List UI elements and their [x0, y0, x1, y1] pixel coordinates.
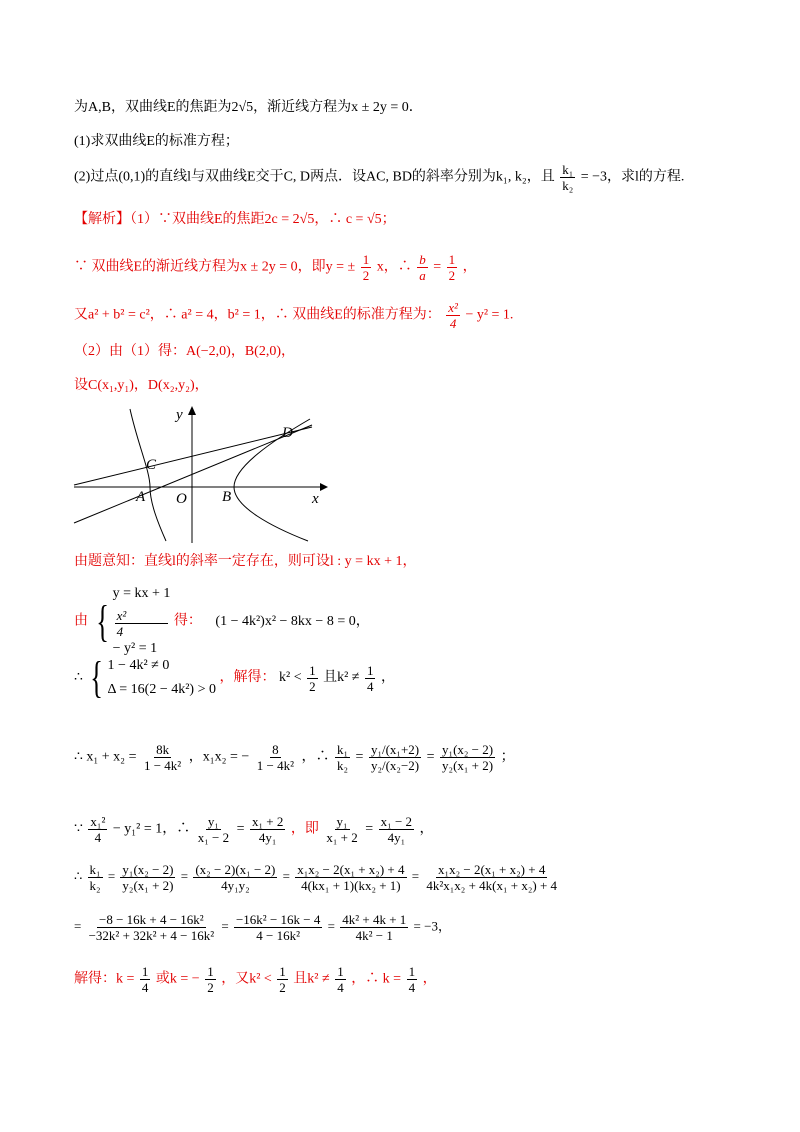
solution-line-13 — [74, 964, 437, 995]
s13-text-c: ，又k² < — [221, 971, 272, 987]
s10-frac-1: $\frac{\text{x₁²}}{4}$ — [90, 814, 106, 845]
s11-text-b: = — [107, 868, 116, 884]
s9-frac-1: $\frac{8k}{\text{1 − 4k²}}$ — [143, 742, 182, 773]
s12-frac-1: $\frac{\text{−8 − 16k + 4 − 16k²}}{\text{−32k² + 32k² + 4 − 16k²}}$ — [88, 912, 215, 943]
solution-line-12 — [74, 912, 451, 943]
solution-tag: 【解析】 — [74, 212, 130, 227]
s8-mid: ，解得： — [219, 670, 276, 685]
s8-text-a: k² < — [279, 670, 302, 685]
s13-frac-3: $\frac{1}{2}$ — [279, 964, 286, 995]
solution-line-6: 由题意知：直线l的斜率一定存在，则可设l : y = kx + 1， — [74, 554, 417, 569]
s8-text-c: ， — [380, 670, 395, 685]
sys2-row-1: 1 − 4k² ≠ 0 — [107, 658, 170, 673]
s11-frac-4: $\frac{\text{x₁x₂ − 2(x₁ + x₂) + 4}}{\text{4(kx₁ + 1)(kx₂ + 1)}}$ — [297, 862, 405, 893]
solution-line-11 — [74, 862, 561, 893]
line-l — [74, 427, 312, 485]
s9-text-c: ，∴ — [301, 749, 330, 765]
s12-frac-3: $\frac{\text{4k² + 4k + 1}}{\text{4k² − 1}}$ — [342, 912, 407, 943]
s2-frac-2: $\frac{b}{a}$ — [419, 252, 426, 283]
part2-text-a: (2)过点(0,1)的直线l与双曲线E交于C, D两点．设AC, BD的斜率分别为k₁, k₂，且 — [74, 169, 555, 185]
s13-text-a: 解得：k = — [74, 971, 135, 987]
s9-frac-4: $\frac{\text{y₁/(x₁+2)}}{\text{y₂/(x₂−2)}}$ — [370, 742, 420, 773]
s13-text-f: ， — [422, 971, 437, 987]
s12-text-a: = — [74, 918, 82, 934]
s13-frac-1: $\frac{1}{4}$ — [141, 964, 149, 995]
s9-text-f: ； — [500, 749, 515, 765]
s8-label: ∴ — [74, 670, 83, 685]
s9-frac-2: $\frac{8}{\text{1 − 4k²}}$ — [256, 742, 294, 773]
s9-text-b: ，x₁x₂ = − — [188, 749, 250, 765]
hyperbola-figure — [72, 405, 330, 545]
s12-text-b: = — [221, 918, 229, 934]
part2-text-b: = −3，求l的方程. — [580, 169, 685, 185]
label-c: C — [146, 457, 157, 473]
s13-frac-2: $\frac{1}{2}$ — [207, 964, 214, 995]
s8-frac-1: $\frac{1}{2}$ — [309, 662, 316, 694]
s12-text-c: = — [327, 918, 335, 934]
solution-line-10 — [74, 814, 434, 845]
solution-line-5: 设C(x₁,y₁)，D(x₂,y₂)， — [74, 378, 209, 393]
sys1-row-1: y = kx + 1 — [112, 586, 171, 601]
s11-text-c: = — [180, 868, 189, 884]
label-x: x — [312, 491, 319, 507]
s2-text-d: ， — [462, 259, 477, 275]
problem-line-1: 为A,B，双曲线E的焦距为2√5，渐近线方程为x ± 2y = 0． — [74, 100, 423, 115]
solution-line-3 — [74, 300, 513, 331]
s10-frac-4: $\frac{\text{y₁}}{\text{x₁ + 2}}$ — [326, 814, 358, 845]
s3-frac: $\frac{\text{x²}}{4}$ — [448, 300, 458, 331]
solution-line-7 — [74, 584, 370, 659]
s10-text-d: ，即 — [290, 821, 319, 837]
x-axis-arrow-icon — [320, 483, 328, 491]
s10-text-a: ∵ — [74, 821, 83, 837]
s9-text-e: = — [426, 749, 435, 765]
hyperbola-right-branch — [234, 419, 310, 541]
s12-text-d: = −3， — [413, 918, 451, 934]
label-o: O — [176, 491, 187, 507]
s12-frac-2: $\frac{\text{−16k² − 16k − 4}}{\text{4 − 16k²}}$ — [235, 912, 321, 943]
problem-part-1: (1)求双曲线E的标准方程； — [74, 134, 239, 149]
s3-text-a: 又a² + b² = c²，∴ a² = 4，b² = 1，∴ 双曲线E的标准方程为： — [74, 307, 441, 323]
s10-text-e: = — [365, 821, 374, 837]
s10-frac-2: $\frac{\text{y₁}}{\text{x₁ − 2}}$ — [197, 814, 230, 845]
solution-line-2 — [74, 252, 477, 283]
s10-text-c: = — [236, 821, 245, 837]
s10-text-f: ， — [419, 821, 434, 837]
s2-frac-1: $\frac{1}{2}$ — [362, 252, 370, 283]
solution-s1: （1）∵双曲线E的焦距2c = 2√5，∴ c = √5； — [130, 212, 396, 227]
s13-text-d: 且k² ≠ — [293, 971, 330, 987]
label-a: A — [136, 489, 146, 505]
s11-text-a: ∴ — [74, 868, 83, 884]
problem-part-2 — [74, 162, 684, 193]
s2-frac-3: $\frac{1}{2}$ — [448, 252, 456, 283]
solution-line-9 — [74, 742, 515, 773]
solution-line-8 — [74, 653, 395, 702]
s9-frac-5: $\frac{\text{y₁(x₂ − 2)}}{\text{y₂(x₁ + 2)}}$ — [442, 742, 494, 773]
s11-text-d: = — [282, 868, 290, 884]
s7-mid: 得： — [173, 613, 202, 629]
s10-frac-3: $\frac{\text{x₁ + 2}}{\text{4y₁}}$ — [252, 814, 284, 845]
solution-line-1 — [74, 210, 396, 230]
k1-over-k2: $\frac{\text{k₁}}{\text{k₂}}$ — [562, 162, 574, 193]
s10-text-b: − y₁² = 1，∴ — [112, 821, 191, 837]
y-axis-arrow-icon — [188, 406, 196, 415]
s10-frac-5: $\frac{\text{x₁ − 2}}{\text{4y₁}}$ — [380, 814, 413, 845]
s7-result: (1 − 4k²)x² − 8kx − 8 = 0， — [215, 613, 370, 629]
s9-text-d: = — [355, 749, 364, 765]
s11-frac-3: $\frac{\text{(x₂ − 2)(x₁ − 2)}}{\text{4y₁y₂}}$ — [195, 862, 276, 893]
solution-line-4: （2）由（1）得：A(−2,0)，B(2,0)， — [74, 344, 295, 359]
s3-text-b: − y² = 1. — [465, 307, 514, 323]
s8-text-b: 且k² ≠ — [323, 670, 360, 685]
s2-text-c: = — [433, 259, 442, 275]
sys1-row-2: x² 4 − y² = 1 — [113, 608, 171, 659]
s11-frac-1: $\frac{\text{k₁}}{\text{k₂}}$ — [89, 862, 101, 893]
s9-frac-3: $\frac{\text{k₁}}{\text{k₂}}$ — [337, 742, 349, 773]
s11-text-e: = — [411, 868, 420, 884]
s9-text-a: ∴ x₁ + x₂ = — [74, 749, 137, 765]
system-of-equations-2 — [86, 653, 216, 702]
s11-frac-2: $\frac{\text{y₁(x₂ − 2)}}{\text{y₂(x₁ + 2)}}$ — [122, 862, 174, 893]
brace-icon: { — [95, 596, 109, 646]
s13-text-b: 或k = − — [155, 971, 200, 987]
label-y: y — [176, 407, 183, 423]
s13-frac-4: $\frac{1}{4}$ — [337, 964, 344, 995]
s13-frac-5: $\frac{1}{4}$ — [408, 964, 416, 995]
sys2-row-2: Δ = 16(2 − 4k²) > 0 — [107, 682, 216, 697]
brace-icon-2: { — [90, 653, 104, 702]
s7-label: 由 — [74, 613, 88, 629]
s8-frac-2: $\frac{1}{4}$ — [366, 662, 374, 694]
s13-text-e: ，∴ k = — [351, 971, 402, 987]
system-of-equations-1 — [92, 584, 171, 659]
label-b: B — [222, 489, 232, 505]
s11-frac-5: $\frac{\text{x₁x₂ − 2(x₁ + x₂) + 4}}{\text{4k²x₁x₂ + 4k(x₁ + x₂) + 4}}$ — [426, 862, 558, 893]
label-d: D — [282, 425, 293, 441]
s2-text-a: ∵ 双曲线E的渐近线方程为x ± 2y = 0，即y = ± — [74, 259, 356, 275]
s2-text-b: x，∴ — [376, 259, 412, 275]
